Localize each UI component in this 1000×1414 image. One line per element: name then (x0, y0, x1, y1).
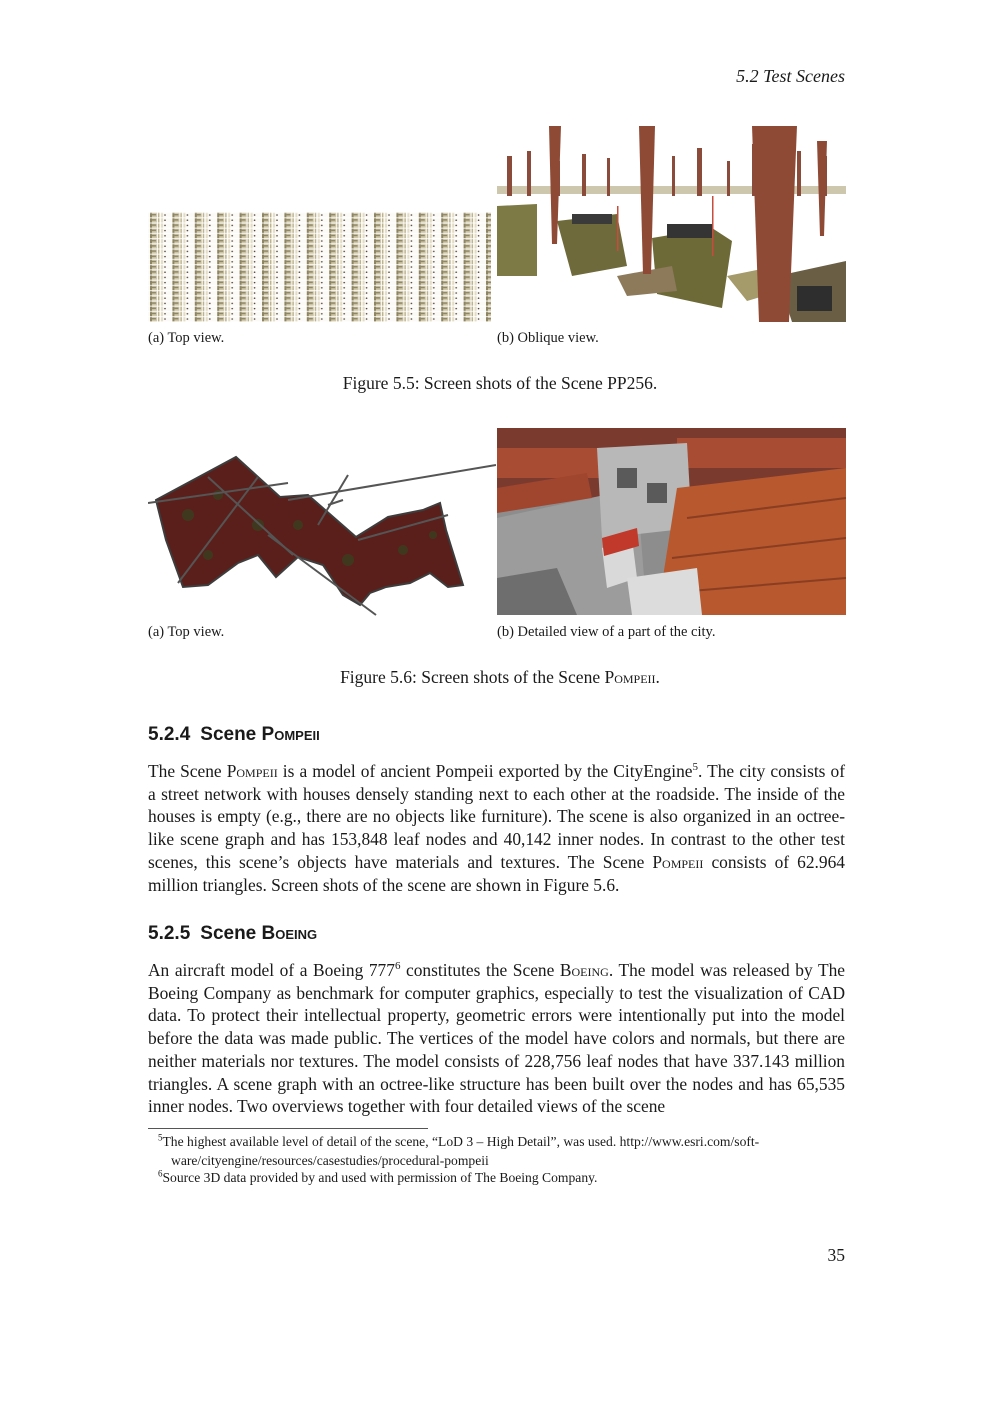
page-number: 35 (827, 1245, 845, 1265)
footnote-ref-5: 5 (692, 761, 699, 774)
figure-5-6-caption: Figure 5.6: Screen shots of the Scene Pompeii. (340, 667, 660, 687)
footnote-6: $^6$Source 3D data provided by and used with permission of The Boeing Company. (158, 1168, 598, 1185)
figure-5-5-top-view-image (148, 212, 491, 322)
figure-5-6-subcaption-b: (b) Detailed view of a part of the city. (497, 624, 716, 640)
section-5-2-4-paragraph: The Scene Pompeii is a model of ancient Pompeii exported by the CityEngine$^5$. The city consists of a street network with houses densely standing next to each other at the roadside. The inside of the houses is empty (e.g., there are no objects like furniture). The scene is also organized in an octree-like scene graph and has 153,848 leaf nodes and 40,142 inner nodes. In contrast to the other test scenes, this scene’s objects have materials and textures. The Scene Pompeii consists of 62.964 million triangles. Screen shots of the scene are shown in Figure 5.6. (148, 761, 845, 895)
section-5-2-5-heading: 5.2.5 Scene Boeing (148, 923, 318, 944)
running-head: 5.2 Test Scenes (736, 66, 845, 86)
figure-5-6-top-view-image (148, 455, 496, 617)
figure-5-5-caption: Figure 5.5: Screen shots of the Scene PP256. (342, 373, 658, 393)
footnote-5: $^5$The highest available level of detail of the scene, “LoD 3 – High Detail”, was used. http://www.esri.com/soft- ware/cityengine/resources/casestudies/procedural-pompeii (158, 1132, 760, 1168)
footnote-rule (148, 1128, 428, 1129)
section-5-2-4-heading: 5.2.4 Scene Pompeii (148, 724, 320, 745)
figure-5-5-subcaption-a: (a) Top view. (148, 330, 225, 346)
figure-5-6-subcaption-a: (a) Top view. (148, 624, 225, 640)
footnote-ref-6: 6 (394, 960, 401, 973)
figure-5-5-oblique-view-image (497, 126, 846, 322)
figure-5-5-subcaption-b: (b) Oblique view. (497, 330, 599, 346)
figure-5-6-detailed-view-image (497, 428, 846, 615)
section-5-2-5-paragraph: An aircraft model of a Boeing $777^6$ constitutes the Scene Boeing. The model was released by The Boeing Company as benchmark for computer graphics, especially to test the visualization of CAD data. To protect their intellectual property, geometric errors were intentionally put into the model before the data was made public. The vertices of the model have colors and normals, but there are neither materials nor textures. The model consists of 228,756 leaf nodes that have 337.143 million triangles. A scene graph with an octree-like structure has been built over the nodes and has 65,535 inner nodes. Two overviews together with four detailed views of the scene (148, 960, 846, 1117)
